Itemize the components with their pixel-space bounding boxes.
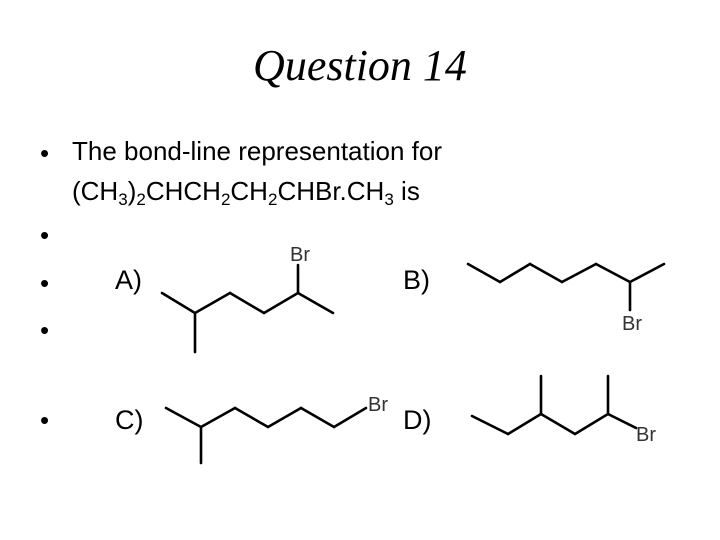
structure-d-br-label: Br <box>636 424 656 446</box>
formula-part: is <box>393 176 420 206</box>
structure-a-br-label: Br <box>290 244 310 266</box>
bullet-row-ab: • <box>40 268 50 298</box>
option-d-label: D) <box>403 405 432 435</box>
structure-c-br-label: Br <box>368 394 388 416</box>
formula-sub: 2 <box>136 190 146 209</box>
bullet-question: • <box>40 138 50 168</box>
formula-sub: 2 <box>267 190 278 209</box>
formula-part: CH <box>230 176 268 206</box>
structure-c <box>166 394 388 463</box>
bullet-row-cd: • <box>40 405 50 435</box>
formula-sub: 2 <box>220 190 231 209</box>
option-c-label: C) <box>115 405 144 435</box>
option-b-label: B) <box>403 265 430 295</box>
structure-b-br-label: Br <box>622 313 642 335</box>
formula-part: CHBr.CH <box>277 176 385 206</box>
formula-part: ) <box>127 176 137 206</box>
structure-d <box>472 376 656 446</box>
structure-b <box>468 264 664 335</box>
option-a-label: A) <box>115 265 142 295</box>
structure-a <box>162 244 333 352</box>
formula-sub: 3 <box>384 190 394 209</box>
formula-sub: 3 <box>118 190 128 209</box>
question-text: The bond-line representation for <box>72 136 443 166</box>
formula-part: (CH <box>72 176 119 206</box>
bullet-empty-1: • <box>40 220 50 250</box>
bullet-empty-2: • <box>40 315 50 345</box>
formula-part: CHCH <box>145 176 221 206</box>
slide-title: Question 14 <box>253 41 467 90</box>
